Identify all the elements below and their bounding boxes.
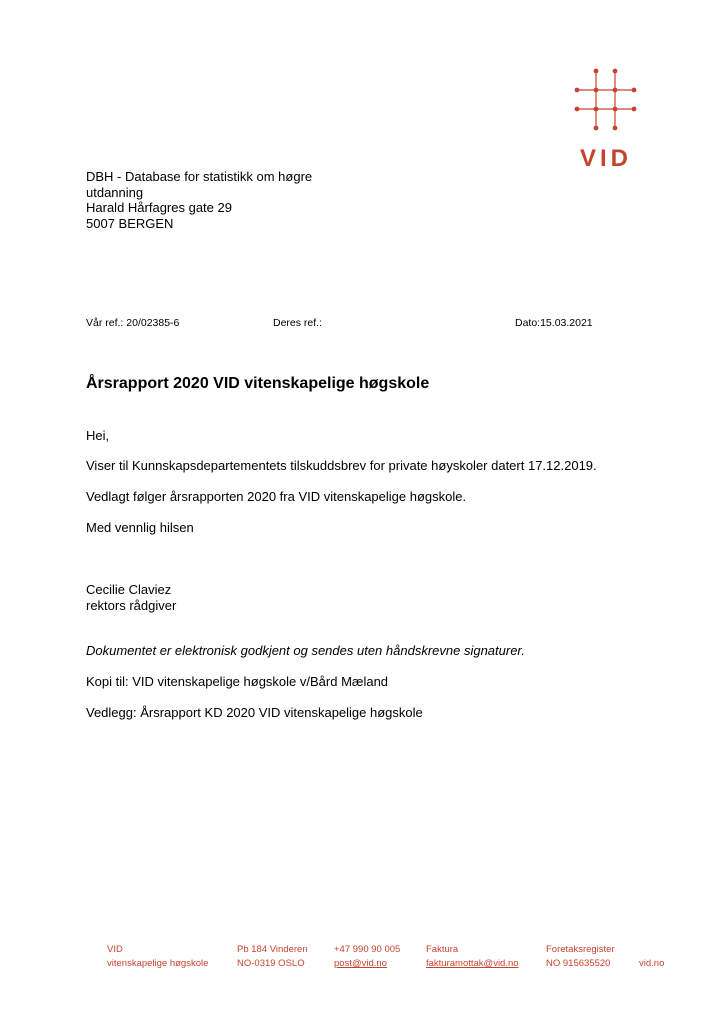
greeting: Hei,	[86, 428, 110, 443]
body-paragraph-2: Vedlagt følger årsrapporten 2020 fra VID vitenskapelige høgskole.	[86, 489, 467, 504]
footer-po-box: Pb 184 Vinderen	[237, 944, 308, 955]
attachment: Vedlegg: Årsrapport KD 2020 VID vitenskapelige høgskole	[86, 705, 423, 720]
your-reference: Deres ref.:	[273, 317, 323, 329]
approval-note: Dokumentet er elektronisk godkjent og sendes uten håndskrevne signaturer.	[86, 643, 525, 658]
footer-register-number: NO 915635520	[546, 958, 611, 969]
recipient-line-1: DBH - Database for statistikk om høgre	[86, 169, 313, 184]
vid-logo	[572, 66, 640, 170]
recipient-line-2: utdanning	[86, 184, 144, 200]
footer-contact	[334, 943, 400, 971]
footer-register-label: Foretaksregister	[546, 944, 615, 955]
footer-invoice-email-link[interactable]: fakturamottak@vid.no	[426, 958, 519, 969]
logo-wordmark: VID	[579, 145, 633, 170]
footer-org-subtitle: vitenskapelige høgskole	[107, 958, 209, 969]
logo-dots	[575, 69, 637, 131]
logo-grid-lines	[577, 71, 634, 128]
footer-postcode: NO-0319 OSLO	[237, 958, 305, 969]
footer-phone: +47 990 90 005	[334, 944, 401, 955]
footer-organization	[107, 943, 208, 971]
footer-register	[546, 943, 615, 971]
footer-invoice	[426, 943, 519, 971]
signer-name: Cecilie Claviez	[86, 582, 172, 597]
closing: Med vennlig hilsen	[86, 520, 194, 535]
our-reference: Vår ref.: 20/02385-6	[86, 317, 180, 329]
body-paragraph-1: Viser til Kunnskapsdepartementets tilskuddsbrev for private høyskoler datert 17.12.2019.	[86, 458, 597, 473]
recipient-line-4: 5007 BERGEN	[86, 215, 174, 231]
footer-address	[237, 943, 308, 971]
letter-date: Dato:15.03.2021	[515, 317, 593, 329]
footer-website[interactable]: vid.no	[639, 958, 665, 969]
copy-to: Kopi til: VID vitenskapelige høgskole v/Bård Mæland	[86, 674, 389, 689]
signer-role: rektors rådgiver	[86, 597, 177, 613]
letter-title: Årsrapport 2020 VID vitenskapelige høgskole	[86, 375, 430, 392]
recipient-line-3: Harald Hårfagres gate 29	[86, 200, 232, 215]
footer-email-link[interactable]: post@vid.no	[334, 958, 387, 969]
recipient-address	[86, 169, 312, 231]
signature-block	[86, 582, 176, 613]
footer-invoice-label: Faktura	[426, 944, 459, 955]
footer-org-name: VID	[107, 944, 123, 955]
